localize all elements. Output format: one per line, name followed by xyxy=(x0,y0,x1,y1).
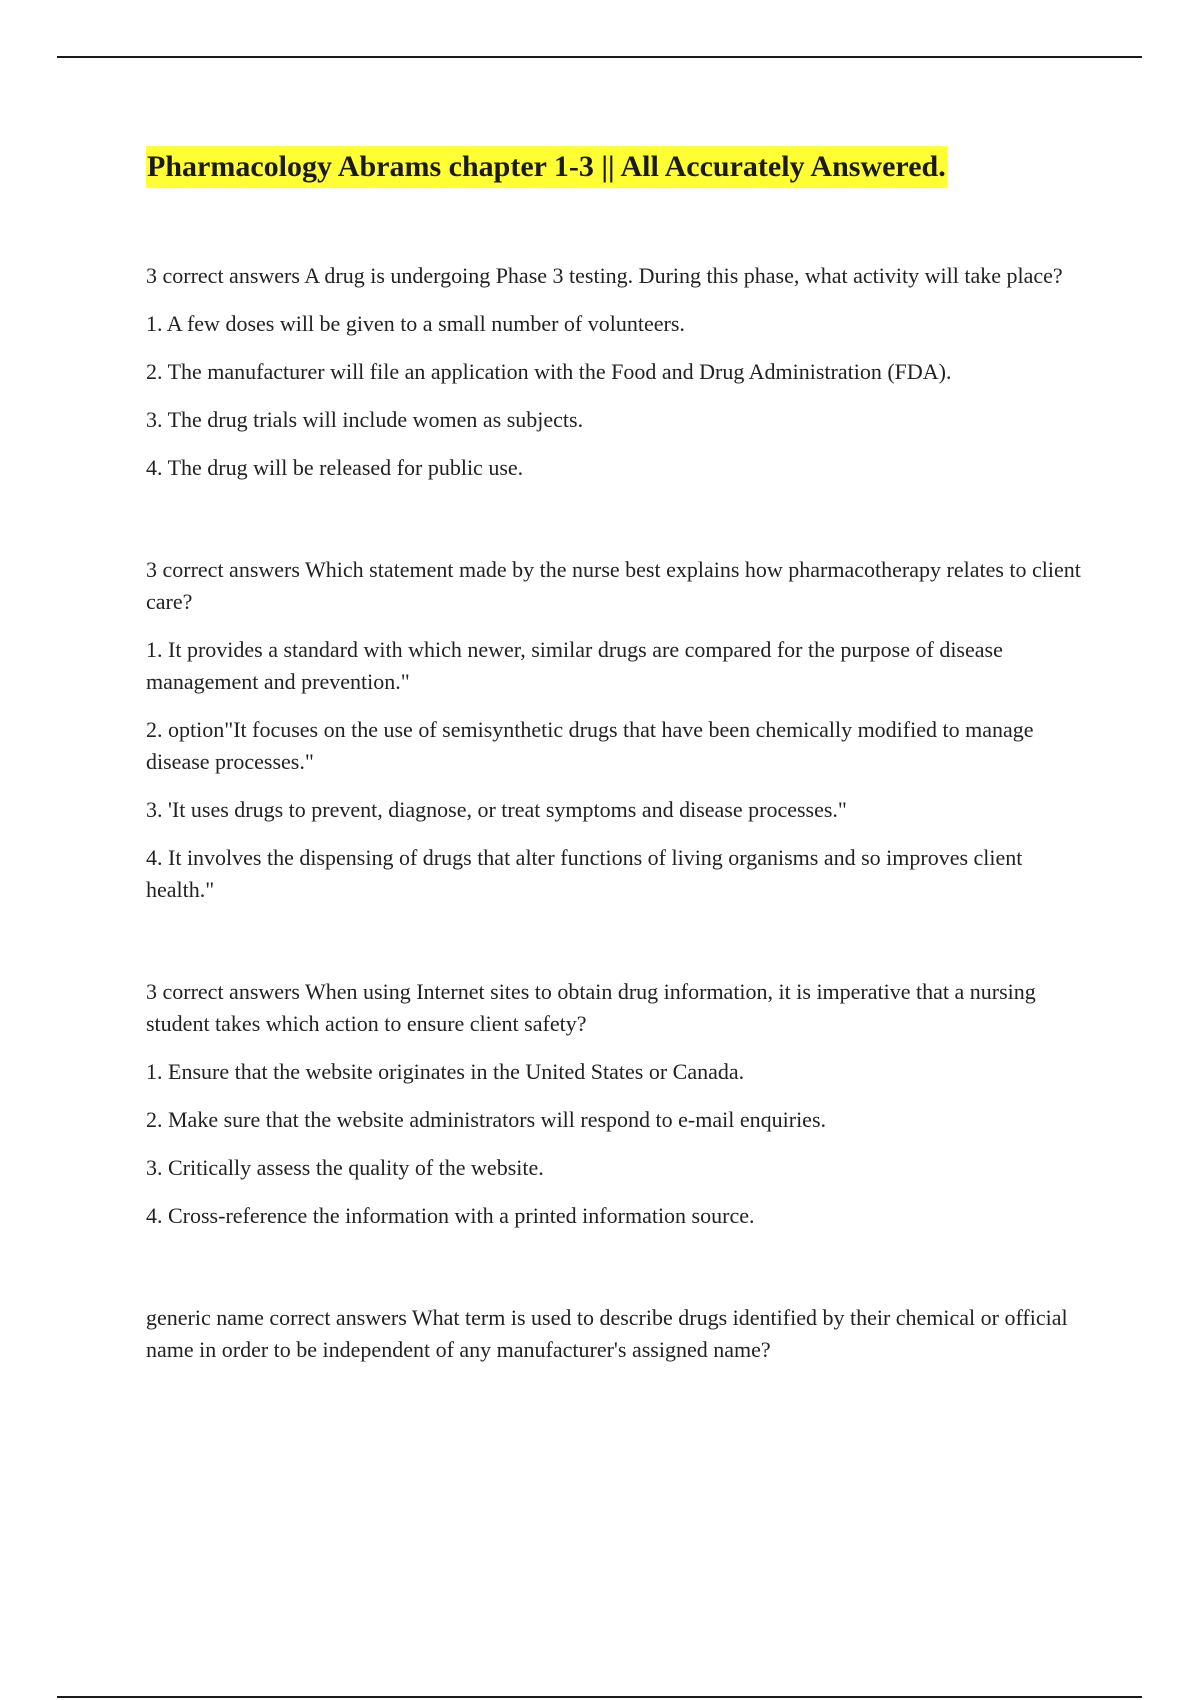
answer-option: 4. The drug will be released for public use. xyxy=(146,455,524,480)
footer-rule xyxy=(57,1696,1142,1698)
question-text: 3 correct answers When using Internet sites to obtain drug information, it is imperative that a nursing student takes which action to ensure client safety? xyxy=(146,979,1036,1036)
answer-option: 1. It provides a standard with which newer, similar drugs are compared for the purpose of disease management and prevention." xyxy=(146,637,1003,694)
answer-option: 3. 'It uses drugs to prevent, diagnose, or treat symptoms and disease processes." xyxy=(146,797,847,822)
answer-option: 1. A few doses will be given to a small number of volunteers. xyxy=(146,311,685,336)
header-rule xyxy=(57,56,1142,58)
question-block-1 xyxy=(146,260,1094,484)
question-text: 3 correct answers Which statement made by the nurse best explains how pharmacotherapy relates to client care? xyxy=(146,557,1081,614)
answer-option: 2. option"It focuses on the use of semisynthetic drugs that have been chemically modified to manage disease processes." xyxy=(146,717,1034,774)
answer-option: 4. It involves the dispensing of drugs that alter functions of living organisms and so improves client health." xyxy=(146,845,1023,902)
answer-option: 2. Make sure that the website administrators will respond to e-mail enquiries. xyxy=(146,1107,827,1132)
answer-option: 3. The drug trials will include women as subjects. xyxy=(146,407,584,432)
question-block-2 xyxy=(146,554,1094,906)
answer-option: 1. Ensure that the website originates in the United States or Canada. xyxy=(146,1059,745,1084)
question-text: 3 correct answers A drug is undergoing Phase 3 testing. During this phase, what activity will take place? xyxy=(146,263,1063,288)
answer-option: 3. Critically assess the quality of the website. xyxy=(146,1155,544,1180)
question-block-4 xyxy=(146,1302,1094,1366)
answer-option: 4. Cross-reference the information with a printed information source. xyxy=(146,1203,755,1228)
question-block-3 xyxy=(146,976,1094,1232)
document-title: Pharmacology Abrams chapter 1-3 || All Accurately Answered. xyxy=(146,146,947,188)
document-body xyxy=(146,146,1094,1366)
answer-option: 2. The manufacturer will file an application with the Food and Drug Administration (FDA). xyxy=(146,359,952,384)
question-text: generic name correct answers What term is used to describe drugs identified by their chemical or official name in order to be independent of any manufacturer's assigned name? xyxy=(146,1305,1068,1362)
